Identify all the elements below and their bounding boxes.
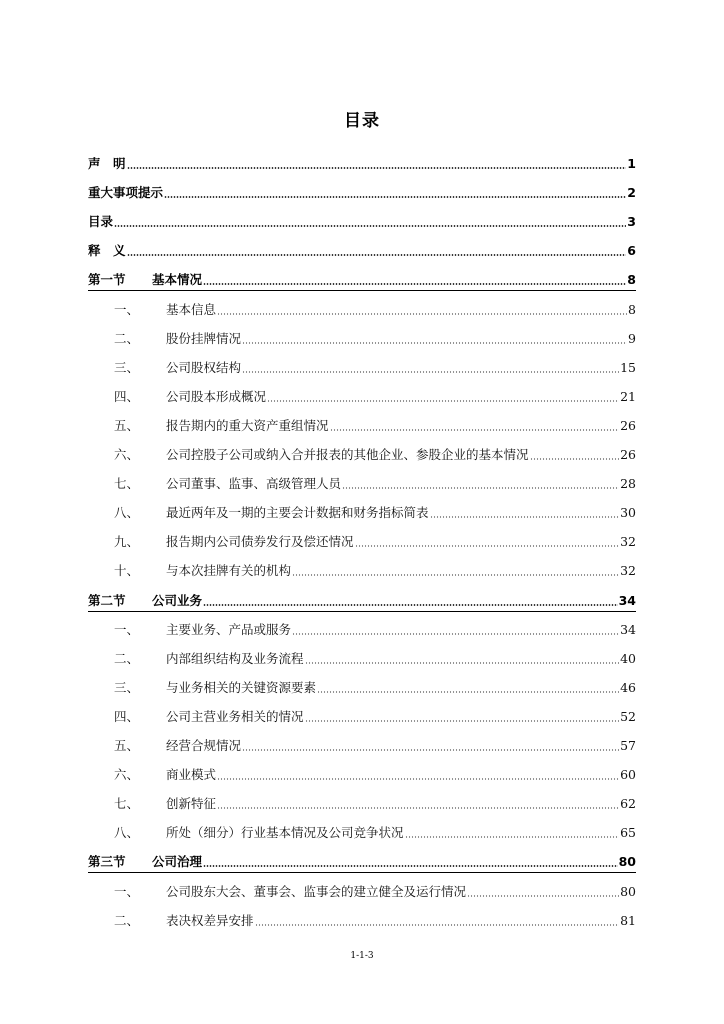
toc-entry-page: 6: [627, 243, 636, 259]
toc-entry-number: 八、: [114, 825, 140, 841]
toc-entry-number: 声 明: [88, 156, 126, 171]
toc-entry-page: 21: [620, 388, 636, 404]
toc-entry[interactable]: [88, 526, 636, 550]
dot-leader: [217, 778, 619, 780]
toc-entry[interactable]: [88, 352, 636, 376]
toc-entry-number: 七、: [114, 476, 140, 492]
toc-entry-page: 81: [620, 912, 636, 928]
toc-entry-page: 62: [620, 796, 636, 812]
toc-entry-page: 46: [620, 679, 636, 695]
toc-entry-number: 释 义: [88, 243, 126, 259]
dot-leader: [164, 196, 626, 198]
toc-entry-label: 与本次挂牌有关的机构: [166, 563, 292, 579]
toc-entry-number: 一、: [114, 301, 140, 317]
page-title: 目录: [344, 111, 380, 131]
toc-entry-page: 32: [620, 563, 636, 579]
toc-entry-page: 40: [620, 650, 636, 666]
toc-entry-label: 表决权差异安排: [166, 912, 254, 928]
toc-entry-label: 与业务相关的关键资源要素: [166, 679, 317, 695]
toc-entry-page: 80: [618, 854, 636, 870]
toc-entry-number: 一、: [114, 621, 140, 637]
toc-entry-number: 四、: [114, 388, 140, 404]
dot-leader: [203, 865, 618, 867]
dot-leader: [355, 545, 620, 547]
toc-entry-number: 重大事项提示: [88, 185, 164, 201]
toc-entry-page: 80: [620, 883, 636, 899]
toc-entry[interactable]: [88, 264, 636, 288]
toc-entry[interactable]: [88, 614, 636, 638]
toc-entry-label: 公司主营业务相关的情况: [166, 708, 304, 724]
page-number-footer: 1-1-3: [350, 951, 374, 961]
toc-entry[interactable]: [88, 148, 636, 172]
toc-entry-page: 8: [628, 301, 636, 317]
toc-entry-number: 十、: [114, 563, 140, 579]
toc-entry-label: 创新特征: [166, 796, 217, 812]
dot-leader: [342, 487, 619, 489]
toc-entry-page: 57: [620, 738, 636, 753]
dot-leader: [292, 574, 619, 576]
toc-entry-page: 9: [628, 330, 636, 346]
toc-entry-number: 四、: [114, 708, 140, 724]
toc-entry-label: 基本信息: [166, 301, 217, 317]
toc-entry-label: 公司控股子公司或纳入合并报表的其他企业、参股企业的基本情况: [166, 447, 529, 462]
toc-entry-page: 34: [620, 621, 636, 637]
toc-entry[interactable]: [88, 585, 636, 609]
dot-leader: [430, 516, 620, 518]
toc-entry[interactable]: [88, 846, 636, 870]
dot-leader: [330, 429, 620, 431]
toc-entry-page: 28: [620, 476, 636, 492]
toc-entry-page: 52: [620, 708, 636, 724]
dot-leader: [467, 895, 619, 897]
toc-entry-page: 32: [620, 534, 636, 550]
dot-leader: [255, 924, 620, 926]
toc-entry-page: 8: [627, 272, 636, 288]
dot-leader: [127, 167, 627, 169]
toc-entry[interactable]: [88, 381, 636, 405]
dot-leader: [217, 313, 627, 315]
toc-entry-label: 公司股本形成概况: [166, 388, 267, 404]
toc-entry-number: 三、: [114, 679, 140, 695]
toc-entry-number: 二、: [114, 330, 140, 346]
toc-entry-label: 商业模式: [166, 767, 217, 783]
toc-entry-page: 30: [620, 505, 636, 521]
toc-entry-label: 所处（细分）行业基本情况及公司竞争状况: [166, 825, 404, 841]
toc-entry[interactable]: [88, 701, 636, 725]
toc-entry-number: 八、: [114, 505, 140, 521]
toc-entry-page: 34: [618, 592, 636, 608]
toc-entry-number: 七、: [114, 796, 140, 812]
toc-entry-number: 六、: [114, 447, 140, 462]
toc-entry[interactable]: [88, 759, 636, 783]
toc-entry-number: 二、: [114, 650, 140, 666]
toc-entry[interactable]: [88, 410, 636, 434]
dot-leader: [317, 691, 619, 693]
toc-entry[interactable]: [88, 817, 636, 841]
toc-entry-number: 九、: [114, 534, 140, 550]
dot-leader: [267, 400, 619, 402]
dot-leader: [203, 604, 618, 606]
toc-entry-page: 2: [627, 185, 636, 201]
toc-entry-number: 目录: [88, 214, 114, 230]
section-rule: [88, 290, 636, 291]
dot-leader: [292, 633, 619, 635]
toc-entry[interactable]: [88, 177, 636, 201]
toc-entry-label: 公司股权结构: [166, 359, 242, 375]
toc-entry[interactable]: [88, 643, 636, 667]
toc-entry-label: 报告期内公司债券发行及偿还情况: [166, 534, 354, 550]
section-rule: [88, 872, 636, 873]
dot-leader: [203, 283, 626, 285]
toc-entry[interactable]: [88, 468, 636, 492]
toc-entry[interactable]: [88, 788, 636, 812]
dot-leader: [217, 807, 619, 809]
toc-entry[interactable]: [88, 876, 636, 900]
toc-entry[interactable]: [88, 439, 636, 463]
toc-entry-label: 报告期内的重大资产重组情况: [166, 417, 329, 433]
toc-entry-label: 公司股东大会、董事会、监事会的建立健全及运行情况: [166, 883, 467, 899]
toc-entry[interactable]: [88, 294, 636, 318]
toc-entry[interactable]: [88, 672, 636, 696]
dot-leader: [405, 836, 620, 838]
toc-entry-number: 五、: [114, 738, 140, 753]
toc-entry-number: 第三节: [88, 854, 126, 870]
toc-entry-page: 60: [620, 767, 636, 783]
toc-entry-label: 股份挂牌情况: [166, 330, 242, 346]
dot-leader: [242, 749, 619, 751]
toc-entry-label: 公司董事、监事、高级管理人员: [166, 476, 342, 492]
toc-entry-number: 三、: [114, 359, 140, 375]
toc-entry[interactable]: [88, 905, 636, 929]
dot-leader: [305, 662, 620, 664]
toc-entry-page: 15: [620, 359, 636, 375]
toc-entry-label: 经营合规情况: [166, 738, 242, 753]
toc-entry[interactable]: [88, 323, 636, 347]
toc-entry-label: 内部组织结构及业务流程: [166, 650, 304, 666]
toc-entry[interactable]: [88, 730, 636, 754]
toc-entry-number: 第二节: [88, 592, 126, 608]
toc-entry-page: 26: [620, 417, 636, 433]
toc-entry-page: 26: [620, 447, 636, 462]
toc-entry-label: 公司业务: [152, 592, 203, 608]
section-rule: [88, 611, 636, 612]
dot-leader: [242, 371, 619, 373]
toc-entry-page: 1: [627, 156, 636, 171]
toc-entry[interactable]: [88, 206, 636, 230]
toc-entry-page: 3: [627, 214, 636, 230]
toc-entry-number: 第一节: [88, 272, 126, 288]
toc-entry-label: 基本情况: [152, 272, 203, 288]
toc-entry[interactable]: [88, 235, 636, 259]
toc-entry-number: 一、: [114, 883, 140, 899]
dot-leader: [127, 254, 627, 256]
dot-leader: [305, 720, 620, 722]
toc-entry-number: 五、: [114, 417, 140, 433]
toc-entry-label: 主要业务、产品或服务: [166, 621, 292, 637]
toc-entry-number: 二、: [114, 912, 140, 928]
dot-leader: [114, 225, 626, 227]
toc-entry-label: 最近两年及一期的主要会计数据和财务指标简表: [166, 505, 429, 521]
toc-entry-page: 65: [620, 825, 636, 841]
dot-leader: [242, 342, 627, 344]
toc-entry-label: 公司治理: [152, 854, 203, 870]
toc-entry[interactable]: [88, 555, 636, 579]
dot-leader: [530, 458, 620, 460]
toc-entry-number: 六、: [114, 767, 140, 783]
toc-entry[interactable]: [88, 497, 636, 521]
